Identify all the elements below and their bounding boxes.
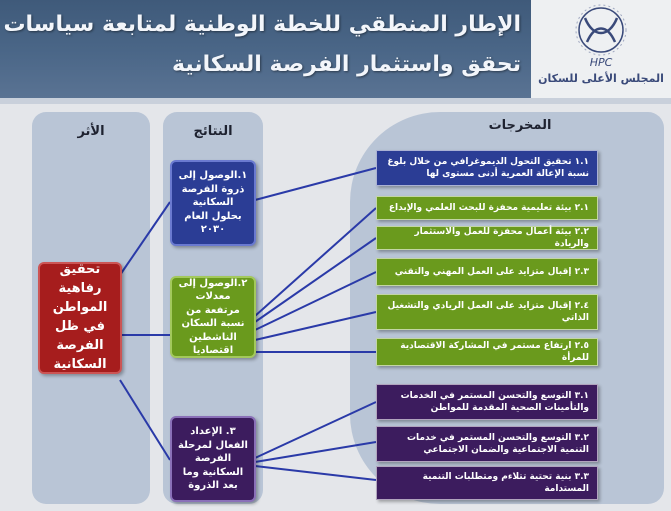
output-2-1: ٢.١ بيئة تعليمية محفزة للبحث العلمي والإبداع [376, 196, 598, 220]
impact-box: تحقيق رفاهية المواطن في ظل الفرصة السكانية [38, 262, 122, 374]
connector-result1-output1 [255, 168, 376, 200]
results-column-title: النتائج [193, 124, 233, 139]
output-3-2: ٣.٢ التوسع والتحسن المستمر في خدمات التنمية الاجتماعية والضمان الاجتماعي [376, 426, 598, 462]
connector-impact-result1 [120, 202, 170, 275]
connector-result3-output8 [255, 442, 376, 462]
output-2-3: ٢.٣ إقبال متزايد على العمل المهني والتقني [376, 258, 598, 286]
impact-column-title: الأثر [77, 124, 105, 139]
slide-title-line1: الإطار المنطقي للخطة الوطنية لمتابعة سياسات [3, 12, 521, 37]
output-2-5: ٢.٥ ارتفاع مستمر في المشاركة الاقتصادية للمرأة [376, 338, 598, 366]
outputs-column-title: المخرجات [488, 118, 552, 133]
result-box-2: ٢.الوصول إلى معدلات مرتفعة من نسبة السكان الناشطين اقتصاديا [170, 276, 256, 358]
connector-result3-output7 [255, 402, 376, 458]
connector-impact-result3 [120, 380, 170, 460]
logo-initials: HPC [589, 56, 613, 69]
output-2-4: ٢.٤ إقبال متزايد على العمل الريادي والتشغيل الذاتي [376, 294, 598, 330]
connector-result3-output9 [255, 466, 376, 480]
result-box-3: ٣. الإعداد الفعال لمرحلة الفرصة السكانية وما بعد الذروة [170, 416, 256, 502]
output-3-1: ٣.١ التوسع والتحسن المستمر في الخدمات والتأمينات الصحية المقدمة للمواطن [376, 384, 598, 420]
output-2-2: ٢.٢ بيئة أعمال محفزة للعمل والاستثمار والريادة [376, 226, 598, 250]
output-3-3: ٣.٣ بنية تحتية تتلاءم ومتطلبات التنمية المستدامة [376, 466, 598, 500]
connector-result2-output5 [255, 312, 376, 340]
result-box-1: ١.الوصول إلى ذروة الفرصة السكانية بحلول العام ٢٠٣٠ [170, 160, 256, 246]
slide-title-line2: تحقق واستثمار الفرصة السكانية [172, 52, 521, 77]
output-1-1: ١.١ تحقيق التحول الديموغرافي من خلال بلوغ نسبة الإعالة العمرية أدنى مستوى لها [376, 150, 598, 186]
connector-result2-output2 [255, 208, 376, 316]
logo-caption: المجلس الأعلى للسكان [538, 72, 664, 85]
